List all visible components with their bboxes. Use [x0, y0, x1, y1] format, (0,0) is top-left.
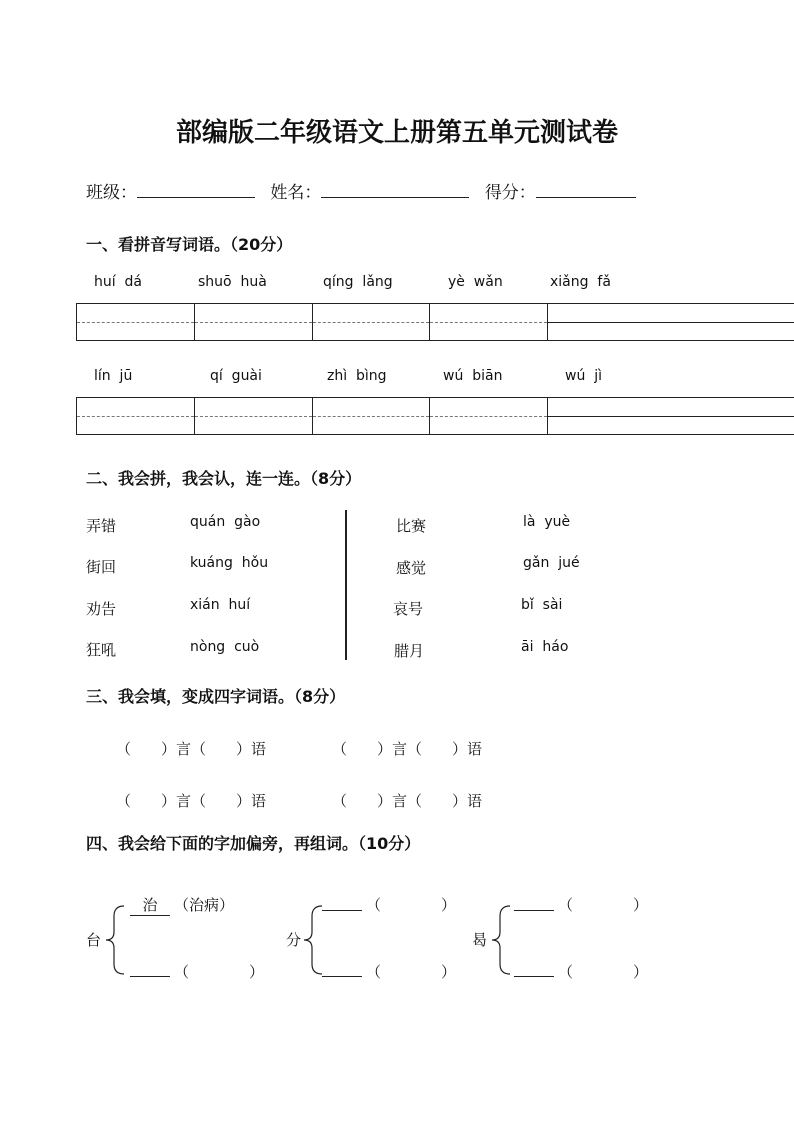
right-pinyin: bǐ sài	[521, 597, 563, 613]
pinyin-2-4: wú biān	[443, 368, 503, 384]
char-blank[interactable]	[322, 896, 362, 911]
score-field[interactable]	[536, 179, 636, 198]
curly-brace-icon	[104, 904, 128, 976]
right-word: 腊月	[394, 642, 425, 660]
writing-cell[interactable]	[195, 304, 313, 340]
name-label: 姓名：	[270, 183, 322, 203]
section-2-heading: 二、我会拼，我会认，连一连。（8分）	[86, 469, 362, 488]
right-word: 感觉	[396, 559, 427, 577]
section-1-heading: 一、看拼音写词语。（20分）	[86, 235, 293, 254]
section-3-heading: 三、我会填，变成四字词语。（8分）	[86, 687, 346, 706]
pinyin-1-4: yè wǎn	[448, 274, 503, 290]
left-word: 劝告	[86, 600, 117, 618]
right-pinyin: āi háo	[521, 639, 569, 655]
writing-cell[interactable]	[195, 398, 313, 434]
char-blank[interactable]	[130, 962, 170, 977]
section-4-heading: 四、我会给下面的字加偏旁，再组词。（10分）	[86, 834, 421, 853]
writing-grid-1	[76, 303, 794, 341]
writing-cell[interactable]	[77, 398, 195, 434]
writing-grid-2	[76, 397, 794, 435]
char-blank[interactable]	[514, 962, 554, 977]
example-char: 治	[130, 894, 170, 916]
left-word: 街回	[86, 558, 117, 576]
left-pinyin: quán gào	[190, 514, 261, 530]
word-paren[interactable]: （ ）	[558, 963, 649, 981]
student-info	[86, 178, 646, 203]
left-pinyin: xián huí	[190, 597, 251, 613]
word-paren[interactable]: （ ）	[174, 963, 265, 981]
char-blank[interactable]	[322, 962, 362, 977]
idiom-blank[interactable]: （ ）言（ ）语	[116, 792, 267, 810]
right-pinyin: gǎn jué	[523, 555, 580, 571]
curly-brace-icon	[490, 904, 514, 976]
writing-cell[interactable]	[313, 398, 430, 434]
idiom-blank[interactable]: （ ）言（ ）语	[332, 740, 483, 758]
left-pinyin: nòng cuò	[190, 639, 260, 655]
writing-cell[interactable]	[430, 398, 548, 434]
pinyin-2-2: qí guài	[210, 368, 262, 384]
writing-cell[interactable]	[430, 304, 548, 340]
pinyin-1-1: huí dá	[94, 274, 143, 290]
base-char: 分	[286, 931, 302, 949]
word-paren[interactable]: （ ）	[558, 896, 649, 914]
right-word: 哀号	[393, 600, 424, 618]
pinyin-1-2: shuō huà	[198, 274, 267, 290]
word-paren[interactable]: （ ）	[366, 896, 457, 914]
word-paren[interactable]: （ ）	[366, 963, 457, 981]
page-title: 部编版二年级语文上册第五单元测试卷	[175, 118, 618, 148]
writing-cell[interactable]	[77, 304, 195, 340]
pinyin-1-3: qíng lǎng	[323, 274, 393, 290]
base-char: 台	[86, 931, 102, 949]
right-pinyin: là yuè	[523, 514, 571, 530]
idiom-blank[interactable]: （ ）言（ ）语	[332, 792, 483, 810]
writing-cell[interactable]	[548, 304, 794, 340]
divider-line	[345, 510, 347, 660]
class-label: 班级：	[86, 183, 137, 203]
left-word: 弄错	[86, 517, 117, 535]
pinyin-1-5: xiǎng fǎ	[550, 274, 611, 290]
left-pinyin: kuáng hǒu	[190, 555, 269, 571]
left-word: 狂吼	[86, 641, 117, 659]
idiom-blank[interactable]: （ ）言（ ）语	[116, 740, 267, 758]
pinyin-2-1: lín jū	[94, 368, 133, 384]
example-word: （治病）	[174, 896, 235, 914]
writing-cell[interactable]	[313, 304, 430, 340]
right-word: 比赛	[396, 517, 427, 535]
writing-cell[interactable]	[548, 398, 794, 434]
pinyin-2-3: zhì bìng	[327, 368, 387, 384]
base-char: 曷	[472, 931, 488, 949]
score-label: 得分：	[484, 183, 536, 203]
pinyin-2-5: wú jì	[565, 368, 603, 384]
name-field[interactable]	[321, 179, 469, 198]
class-field[interactable]	[137, 179, 255, 198]
char-blank[interactable]	[514, 896, 554, 911]
